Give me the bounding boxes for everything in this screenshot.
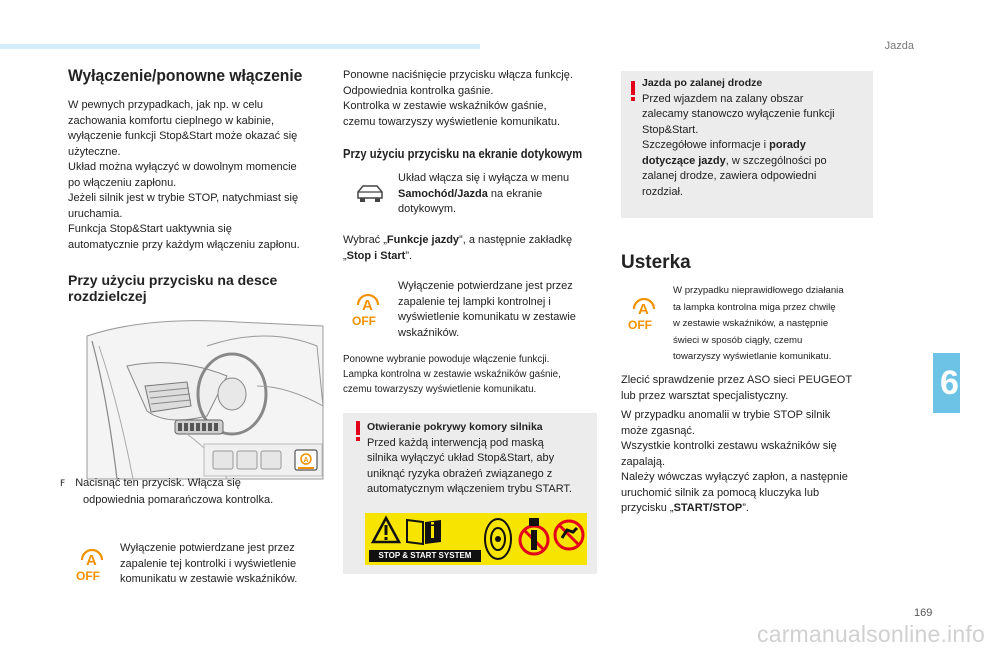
dashboard-illustration bbox=[87, 316, 323, 479]
header-bar bbox=[0, 44, 480, 49]
section-label: Jazda bbox=[884, 40, 914, 52]
flood-warning-box bbox=[621, 71, 873, 218]
fault-title: Usterka bbox=[621, 252, 691, 273]
step-instruction: F Nacisnąć ten przycisk. Włącza się odpowiednia pomarańczowa kontrolka. bbox=[60, 477, 274, 506]
auto-stop-off-icon bbox=[351, 290, 385, 326]
intro-paragraph: W pewnych przypadkach, jak np. w celu zachowania komfortu cieplnego w kabinie, wyłączenie funkcji Stop&Start może okazać się użyteczne. Układ można wyłączyć w dowolnym momencie po włączeniu zapłonu. Jeżeli silnik jest w trybie STOP, natychmiast się uruchamia. Funkcja Stop&Start uaktywnia się automatycznie przy każdym włączeniu zapłonu. bbox=[68, 99, 300, 251]
fault-note: W przypadku nieprawidłowego działania ta lampka kontrolna miga przez chwilę w zestawie wskaźników, a następnie świeci w sposób ciągły, czemu towarzyszy wyświetlanie komunikatu. bbox=[673, 285, 844, 362]
no-hand-belt-icon bbox=[517, 516, 551, 562]
chapter-number: 6 bbox=[940, 364, 959, 402]
flood-warning-text: Jazda po zalanej drodze Przed wjazdem na zalany obszar zalecamy stanowczo wyłączenie funkcji Stop&Start. Szczegółowe informacje i porady dotyczące jazdy, w szczególności po zalanej drodze, zawiera odpowiedni rozdział. bbox=[642, 77, 835, 198]
fan-icon bbox=[483, 517, 513, 561]
auto-stop-off-icon bbox=[75, 545, 109, 581]
svg-text:A: A bbox=[638, 301, 649, 318]
hood-warning-box bbox=[343, 413, 597, 574]
stop-anomaly-paragraph: W przypadku anomalii w trybie STOP silnik może zgasnąć. Wszystkie kontrolki zestawu wskaźników się zapalają. Należy wówczas wyłączyć zapłon, a następnie uruchomić silnik za pomocą kluczyka lub przycisku „START/STOP”. bbox=[621, 409, 848, 514]
auto-stop-off-icon bbox=[627, 294, 661, 330]
exclamation-warning-icon bbox=[354, 421, 362, 441]
warning-triangle-icon bbox=[371, 516, 401, 544]
svg-text:OFF: OFF bbox=[76, 569, 100, 583]
off-note-dashboard: Wyłączenie potwierdzane jest przez zapalenie tej kontrolki i wyświetlenie komunikatu w zestawie wskaźników. bbox=[120, 542, 298, 585]
svg-text:OFF: OFF bbox=[352, 314, 376, 328]
reselect-paragraph: Ponowne wybranie powoduje włączenie funkcji. Lampka kontrolna w zestawie wskaźników gaśnie, czemu towarzyszy wyświetlenie komunikatu. bbox=[343, 354, 561, 395]
svg-text:A: A bbox=[303, 457, 309, 464]
hood-warning-text: Otwieranie pokrywy komory silnika Przed każdą interwencją pod maską silnika wyłączyć układ Stop&Start, aby uniknąć ryzyka obrażeń związanego z automatycznym włączeniem trybu START. bbox=[367, 421, 572, 495]
section-title: Wyłączenie/ponowne włączenie bbox=[68, 66, 303, 85]
exclamation-warning-icon bbox=[629, 81, 637, 101]
aso-paragraph: Zlecić sprawdzenie przez ASO sieci PEUGEOT lub przez warsztat specjalistyczny. bbox=[621, 374, 853, 402]
svg-text:A: A bbox=[362, 297, 373, 314]
dashboard-subtitle: Przy użyciu przycisku na desce rozdzielczej bbox=[68, 272, 278, 304]
no-hand-icon bbox=[553, 518, 585, 552]
sticker-label: STOP & START SYSTEM bbox=[369, 550, 481, 562]
off-note-touchscreen: Wyłączenie potwierdzane jest przez zapalenie tej lampki kontrolnej i wyświetlenie komunikatu w zestawie wskaźników. bbox=[398, 280, 576, 339]
select-instruction: Wybrać „Funkcje jazdy”, a następnie zakładkę „Stop i Start”. bbox=[343, 234, 573, 262]
svg-text:OFF: OFF bbox=[628, 318, 652, 332]
page-number: 169 bbox=[914, 607, 933, 619]
reactivate-paragraph: Ponowne naciśnięcie przycisku włącza funkcję. Odpowiednia kontrolka gaśnie. Kontrolka w zestawie wskaźników gaśnie, czemu towarzyszy wyświetlenie komunikatu. bbox=[343, 69, 573, 128]
arrow-icon: F bbox=[60, 479, 66, 489]
stop-start-sticker bbox=[365, 513, 587, 565]
car-menu-icon bbox=[355, 180, 385, 208]
manual-book-icon bbox=[405, 516, 443, 546]
car-menu-text: Układ włącza się i wyłącza w menu Samochód/Jazda na ekranie dotykowym. bbox=[398, 172, 570, 215]
watermark: carmanualsonline.info bbox=[757, 621, 985, 647]
svg-text:A: A bbox=[86, 552, 97, 569]
touchscreen-subtitle: Przy użyciu przycisku na ekranie dotykowym bbox=[343, 146, 583, 161]
